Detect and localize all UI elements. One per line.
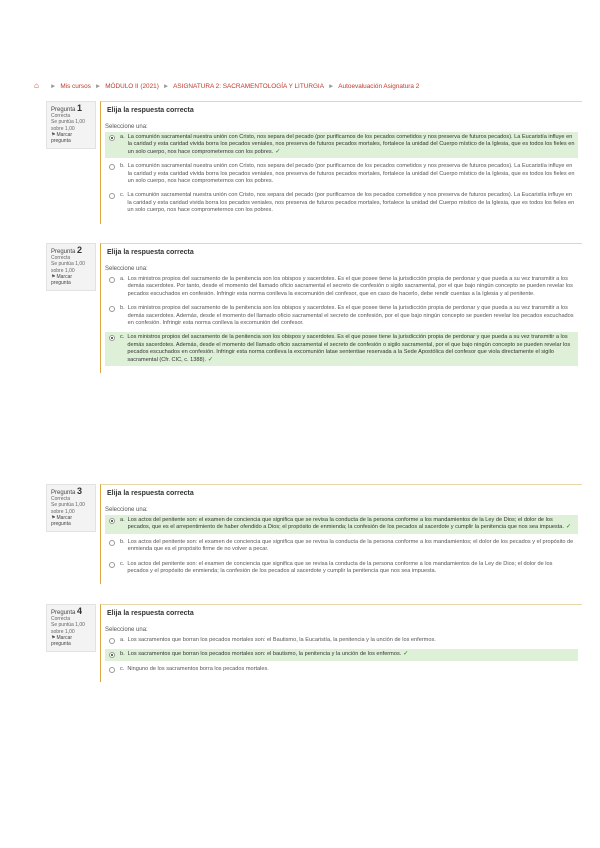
- radio-button[interactable]: [109, 335, 115, 341]
- check-icon: ✓: [565, 524, 571, 531]
- breadcrumb: [34, 80, 574, 92]
- home-icon[interactable]: ⌂: [34, 81, 39, 90]
- breadcrumb-link-quiz[interactable]: Autoevaluación Asignatura 2: [338, 82, 420, 90]
- question-score: Se puntúa 1,00 sobre 1,00: [51, 261, 85, 274]
- breadcrumb-separator: ►: [327, 82, 335, 90]
- radio-button[interactable]: [109, 164, 115, 170]
- answer-option[interactable]: a. Los actos del penitente son: el examen de conciencia que significa que se revisa la conducta de la persona conforme a los mandamientos de la Ley de Dios; el dolor de los pecados, que es el arrepentimiento de haber ofendido a Dios; el propósito de enmienda; la confesión de los pecados al sacerdote y cumplir la penitencia que nos sea impuesta. ✓: [105, 515, 578, 534]
- flag-question-link[interactable]: ⚑Marcar pregunta: [51, 131, 73, 145]
- radio-button[interactable]: [109, 135, 115, 141]
- question-number: Pregunta 2: [51, 245, 83, 255]
- answer-option[interactable]: c. Ninguno de los sacramentos borra los pecados mortales.: [105, 664, 578, 675]
- radio-button[interactable]: [109, 540, 115, 546]
- breadcrumb-separator: ►: [162, 82, 170, 90]
- radio-button[interactable]: [109, 277, 115, 283]
- select-one-label: Seleccione una:: [105, 124, 148, 130]
- question-info: [46, 101, 96, 149]
- answer-option[interactable]: c. La comunión sacramental nuestra unión con Cristo, nos separa del pecado (por purificarnos de los pecados cometidos y nos preserva de futuros pecados). La Eucaristía influye en la caridad y esta caridad vivida borra los pecados veniales, nos preserva de futuros pecados mortales, fortalece la unidad del Cuerpo místico de la Iglesia, que es todos los fieles en un solo cuerpo, nos hace comprometernos con los pobres.: [105, 190, 578, 216]
- question-content: [100, 484, 582, 584]
- flag-question-link[interactable]: ⚑Marcar pregunta: [51, 273, 73, 287]
- answer-option[interactable]: c. Los actos del penitente son: el examen de conciencia que significa que se revisa la conducta de la persona conforme a los mandamientos de la Ley de Dios; el dolor de los pecados y el propósito de enmienda; la confesión de los pecados al sacerdote y cumplir la penitencia que nos sea impuesta.: [105, 559, 578, 578]
- question-content: [100, 604, 582, 682]
- flag-icon: ⚑: [51, 131, 56, 138]
- question-status: Correcta: [51, 113, 71, 120]
- radio-button[interactable]: [109, 306, 115, 312]
- flag-icon: ⚑: [51, 273, 56, 280]
- question-status: Correcta: [51, 496, 71, 503]
- question-prompt: Elija la respuesta correcta: [107, 610, 194, 617]
- question-prompt: Elija la respuesta correcta: [107, 490, 194, 497]
- radio-button[interactable]: [109, 193, 115, 199]
- radio-button[interactable]: [109, 518, 115, 524]
- check-icon: ✓: [208, 356, 214, 363]
- question-number: Pregunta 4: [51, 606, 83, 616]
- question-status: Correcta: [51, 616, 71, 623]
- answer-option[interactable]: b. Los ministros propios del sacramento de la penitencia son los obispos y sacerdotes. Es el que posee tiene la jurisdicción propia de perdonar y que pueda a su vez transmitir a los demás sacerdotes. Además, desde el momento del llamado oficio sacramental el secreto de confesión, por el que bajo ningún concepto se pueden revelar los pecados escuchados en confesión. Infringir esta norma conlleva la excomunión del confesor.: [105, 303, 578, 329]
- radio-button[interactable]: [109, 638, 115, 644]
- flag-icon: ⚑: [51, 634, 56, 641]
- question-content: [100, 243, 582, 373]
- select-one-label: Seleccione una:: [105, 266, 148, 272]
- question-status: Correcta: [51, 255, 71, 262]
- radio-button[interactable]: [109, 667, 115, 673]
- breadcrumb-link-module[interactable]: MÓDULO II (2021): [105, 82, 159, 90]
- answer-option[interactable]: a. La comunión sacramental nuestra unión con Cristo, nos separa del pecado (por purificarnos de los pecados cometidos y nos preserva de futuros pecados). La Eucaristía influye en la caridad y esta caridad vivida borra los pecados veniales, nos preserva de futuros pecados mortales, fortalece la unidad del Cuerpo místico de la Iglesia, que es todos los fieles en un solo cuerpo, nos hace comprometernos con los pobres. ✓: [105, 132, 578, 158]
- breadcrumb-link-courses[interactable]: Mis cursos: [60, 82, 91, 90]
- answer-option[interactable]: a. Los ministros propios del sacramento de la penitencia son los obispos y sacerdotes. Es el que posee tiene la jurisdicción propia de perdonar y que pueda a su vez transmitir a los demás sacerdotes. Por tanto, desde el momento del llamado oficio sacramental el secreto de confesión o sigilo sacramental, por el que bajo ningún concepto se pueden revelar los pecados escuchados en confesión. Infringir esta norma conlleva la excomunión del confesor, que en caso de hacerlo, debe rendir cuentas a la Iglesia y al penitente.: [105, 274, 578, 300]
- question-info: [46, 484, 96, 532]
- answer-option[interactable]: b. Los sacramentos que borran los pecados mortales son: el bautismo, la penitencia y la unción de los enfermos. ✓: [105, 649, 578, 660]
- answer-option[interactable]: a. Los sacramentos que borran los pecados mortales son: el Bautismo, la Eucaristía, la penitencia y la unción de los enfermos.: [105, 635, 578, 646]
- answer-option[interactable]: b. Los actos del penitente son: el examen de conciencia que significa que se revisa la conducta de la persona conforme a los mandamientos; el dolor de los pecados y el propósito de enmienda que es el propósito firme de no volver a pecar.: [105, 537, 578, 556]
- question-number: Pregunta 3: [51, 486, 83, 496]
- select-one-label: Seleccione una:: [105, 627, 148, 633]
- question-info: [46, 243, 96, 291]
- question-score: Se puntúa 1,00 sobre 1,00: [51, 622, 85, 635]
- question-score: Se puntúa 1,00 sobre 1,00: [51, 119, 85, 132]
- flag-icon: ⚑: [51, 514, 56, 521]
- question-info: [46, 604, 96, 652]
- select-one-label: Seleccione una:: [105, 507, 148, 513]
- question-prompt: Elija la respuesta correcta: [107, 107, 194, 114]
- check-icon: ✓: [403, 651, 409, 658]
- breadcrumb-separator: ►: [94, 82, 102, 90]
- question-content: [100, 101, 582, 224]
- question-prompt: Elija la respuesta correcta: [107, 249, 194, 256]
- answer-option[interactable]: b. La comunión sacramental nuestra unión con Cristo, nos separa del pecado (por purificarnos de los pecados cometidos y nos preserva de futuros pecados). La Eucaristía influye en la caridad y esta caridad vivida borra los pecados veniales, nos preserva de futuros pecados mortales, fortalece la unidad del Cuerpo místico de la Iglesia, que es todos los fieles en un solo cuerpo, nos hace comprometernos con los pobres.: [105, 161, 578, 187]
- flag-question-link[interactable]: ⚑Marcar pregunta: [51, 634, 73, 648]
- flag-question-link[interactable]: ⚑Marcar pregunta: [51, 514, 73, 528]
- radio-button[interactable]: [109, 652, 115, 658]
- breadcrumb-link-subject[interactable]: ASIGNATURA 2: SACRAMENTOLOGÍA Y LITURGIA: [173, 82, 324, 90]
- question-score: Se puntúa 1,00 sobre 1,00: [51, 502, 85, 515]
- breadcrumb-separator: ►: [50, 82, 57, 90]
- question-number: Pregunta 1: [51, 103, 83, 113]
- check-icon: ✓: [275, 148, 281, 155]
- answer-option[interactable]: c. Los ministros propios del sacramento de la penitencia son los obispos y sacerdotes. Es el que posee tiene la jurisdicción propia de perdonar y que pueda a su vez transmitir a los demás sacerdotes. Además, desde el momento del llamado oficio sacramental el secreto de confesión o sigilo sacramental, por el que bajo ningún concepto se pueden revelar los pecados escuchados en confesión. Infringir esta norma conlleva la excomunión latae sententiae reservada a la Sede Apostólica del confesor que viola directamente el sigilo sacramental (Cfr. CIC, c. 1388). ✓: [105, 332, 578, 366]
- radio-button[interactable]: [109, 562, 115, 568]
